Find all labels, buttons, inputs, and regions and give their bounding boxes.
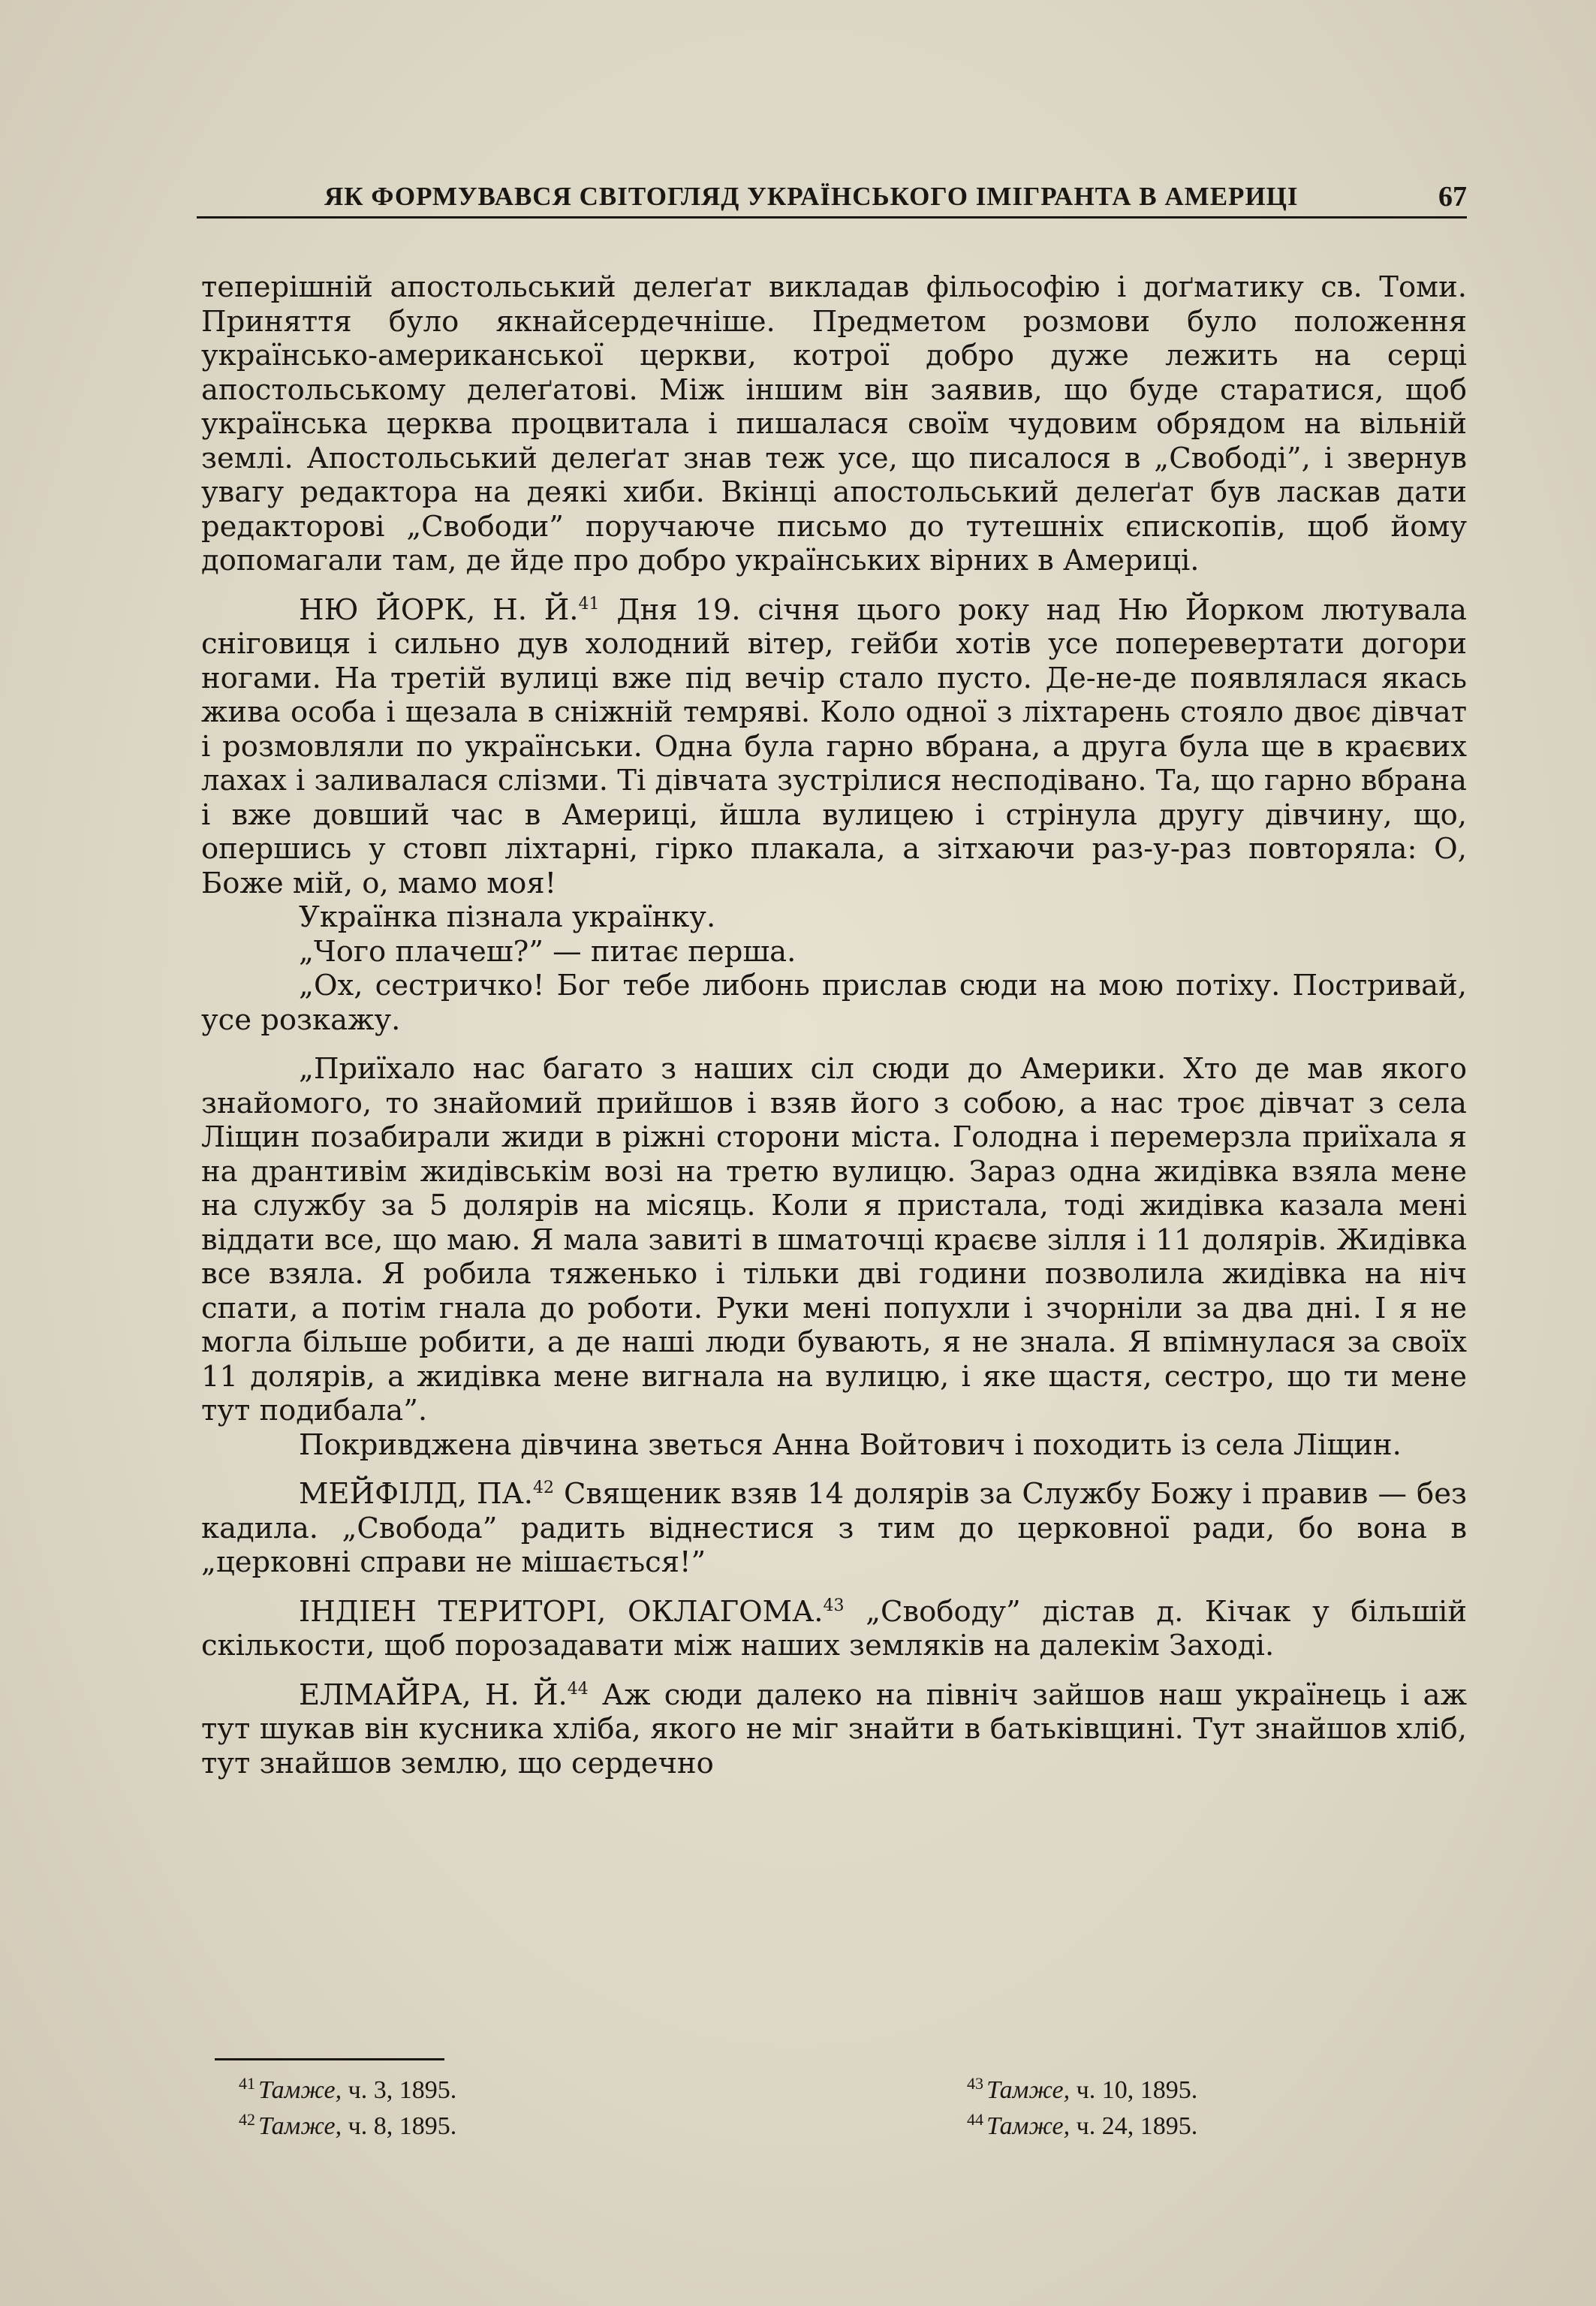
body-text [201,270,1467,1780]
footnote-rule [215,2058,444,2060]
footnote: $^{43}$ Тамже, ч. 10, 1895. [967,2073,1198,2104]
news-item-mayfield: МЕЙФІЛД, ПА.$^{42}$ Священик взяв 14 долярів за Службу Божу і правив — без кадила. „Свобода” радить віднестися з тим до церковної ради, бо вона в „церковні справи не мішається!” [201,1477,1468,1579]
paragraph: „Ох, сестричко! Бог тебе либонь прислав сюди на мою потіху. Постривай, усе розкажу. [201,969,1467,1037]
paragraph-continuation: теперішній апостольський делеґат викладав фільософію і доґматику св. Томи. Приняття було якнайсердечніше. Предметом розмови було положення українсько-американської церкви, котрої добро дуже лежить на серці апостольському делеґатові. Між іншим він заявив, що буде старатися, щоб українська церква процвитала і пишалася своїм чудовим обрядом на вільній землі. Апостольський делеґат знав теж усе, що писалося в „Свободі”, і звернув увагу редактора на деякі хиби. Вкінці апостольський делеґат був ласкав дати редакторові „Свободи” поручаюче письмо до тутешніх єпископів, щоб йому допомагали там, де йде про добро українських вірних в Америці. [201,270,1467,577]
running-header [197,171,1467,219]
footnote-ref: 44 [567,1679,589,1699]
news-item-indian-territory: ІНДІЕН ТЕРИТОРІ, ОКЛАГОМА.$^{43}$ „Свободу” дістав д. Кічак у більшій скількости, щоб порозадавати між наших земляків на далекім Заході. [201,1594,1467,1662]
dateline: НЮ ЙОРК, Н. Й. [299,592,579,627]
news-item-elmira: ЕЛМАЙРА, Н. Й.$^{44}$ Аж сюди далеко на північ зайшов наш українець і аж тут шукав він кусника хліба, якого не міг знайти в батьківщині. Тут знайшов хліб, тут знайшов землю, що сердечно [201,1678,1467,1780]
dateline: МЕЙФІЛД, ПА. [299,1477,533,1511]
paragraph-quote: „Приїхало нас багато з наших сіл сюди до Америки. Хто де мав якого знайомого, то знайомий прийшов і взяв його з собою, а нас троє дівчат з села Ліщин позабирали жиди в ріжні сторони міста. Голодна і перемерзла приїхала я на дрантивім жидівськім возі на третю вулицю. Зараз одна жидівка взяла мене на службу за 5 долярів на місяць. Коли я пристала, тоді жидівка казала мені віддати все, що маю. Я мала завиті в шматочці краєве зілля і 11 долярів. Жидівка все взяла. Я робила тяженько і тільки дві години позволила жидівка на ніч спати, а потім гнала до роботи. Руки мені попухли і зчорніли за два дні. І я не могла більше робити, а де наші люди бувають, я не знала. Я впімнулася за своїх 11 долярів, а жидівка мене вигнала на вулицю, і яке щастя, сестро, що ти мене тут подибала”. [201,1052,1467,1427]
footnote-ref: 42 [532,1479,554,1498]
footnote: $^{42}$ Тамже, ч. 8, 1895. [239,2109,457,2140]
footnote: $^{41}$ Тамже, ч. 3, 1895. [239,2073,457,2104]
footnote-ref: 41 [578,594,600,613]
running-header-title: ЯК ФОРМУВАВСЯ СВІТОГЛЯД УКРАЇНСЬКОГО ІМІГРАНТА В АМЕРИЦІ [324,182,1299,211]
paragraph: Українка пізнала українку. [299,900,716,934]
dateline: ЕЛМАЙРА, Н. Й. [299,1678,568,1712]
footnote-ref: 43 [823,1596,845,1615]
page-number: 67 [1438,181,1467,213]
news-item-new-york: НЮ ЙОРК, Н. Й.$^{41}$ Дня 19. січня цього року над Ню Йорком лютувала сніговиця і сильно дув холодний вітер, гейби хотів усе поперевертати догори ногами. На третій вулиці вже під вечір стало пусто. Де-не-де появлялася якась жива особа і щезала в сніжній темряві. Коло одної з ліхтарень стояло двоє дівчат і розмовляли по українськи. Одна була гарно вбрана, а друга була ще в краєвих лахах і заливалася слізми. Ті дівчата зустрілися несподівано. Та, що гарно вбрана і вже довший час в Америці, йшла вулицею і стрінула другу дівчину, що, опершись у стовп ліхтарні, гірко плакала, а зітхаючи раз-у-раз повторяла: О, Боже мій, о, мамо моя! [201,592,1468,900]
paragraph: Покривджена дівчина зветься Анна Войтович і походить із села Ліщин. [299,1427,1402,1462]
footnote: $^{44}$ Тамже, ч. 24, 1895. [967,2109,1198,2140]
paragraph: „Чого плачеш?” — питає перша. [299,934,796,969]
dateline: ІНДІЕН ТЕРИТОРІ, ОКЛАГОМА. [299,1594,824,1629]
